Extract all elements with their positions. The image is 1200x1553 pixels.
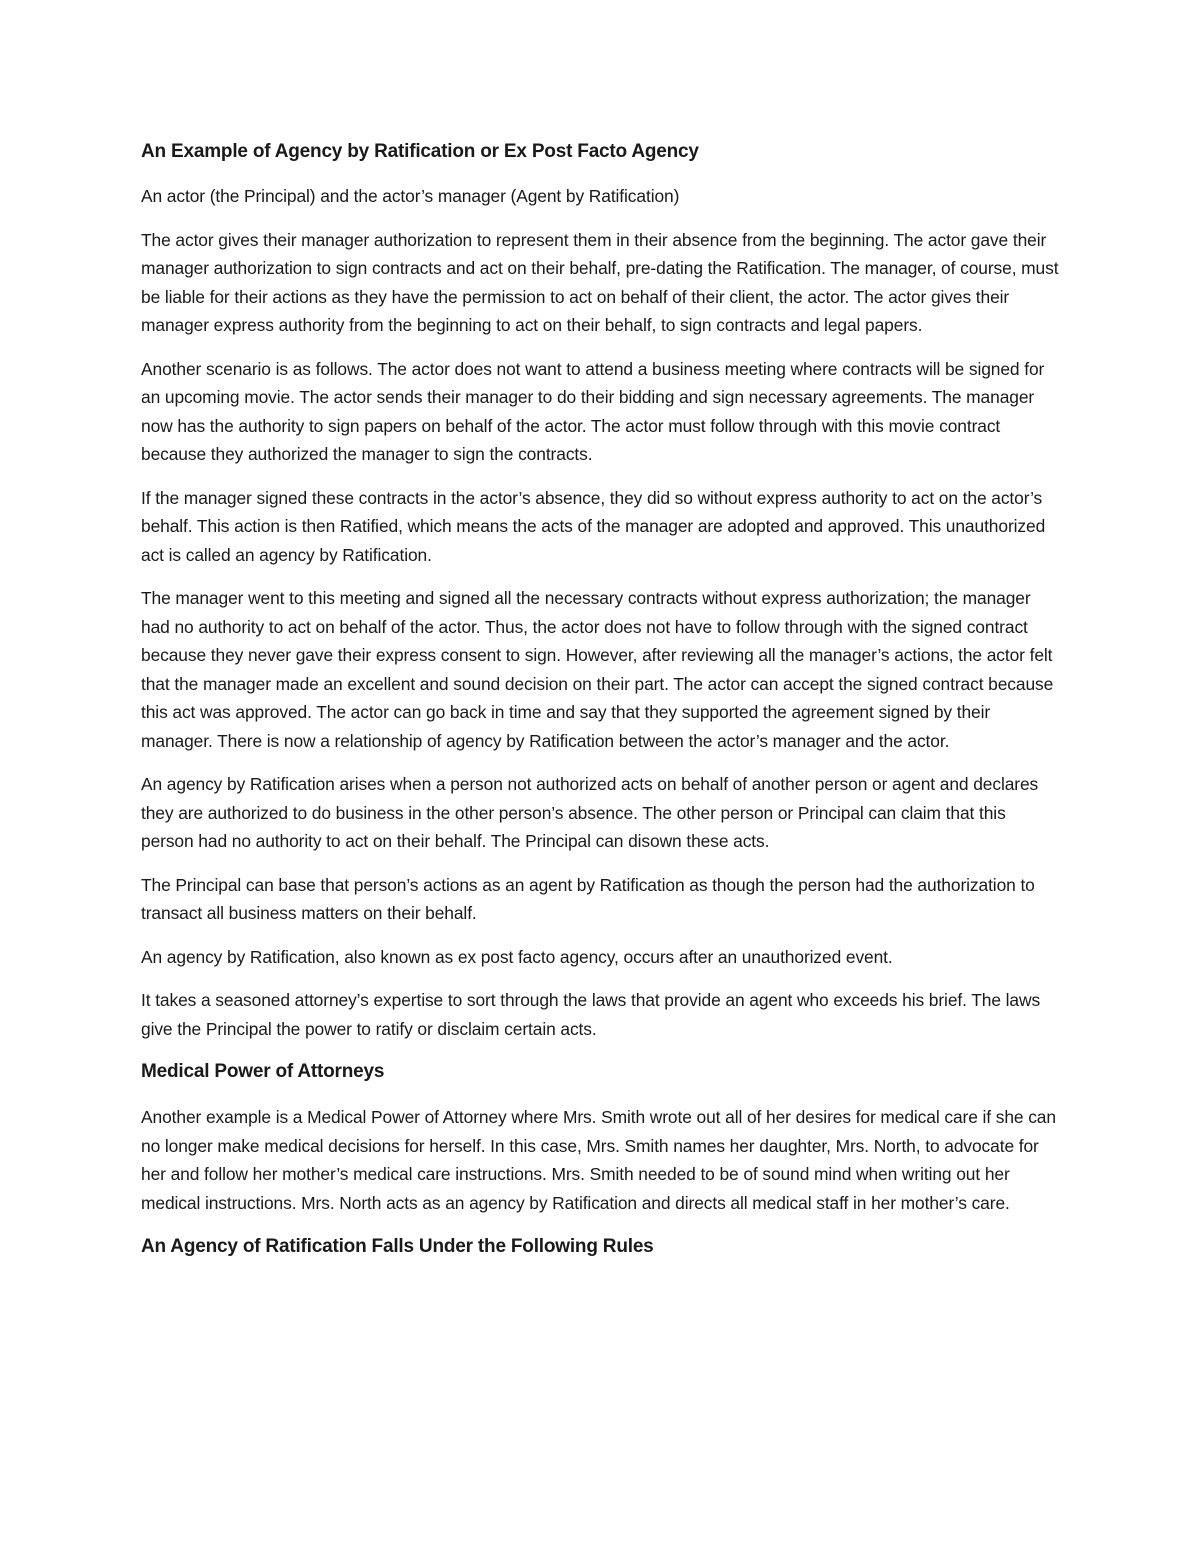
paragraph-parties: An actor (the Principal) and the actor’s manager (Agent by Ratification) [141, 186, 680, 206]
paragraph-ratified: If the manager signed these contracts in the actor’s absence, they did so without express authority to act on the actor’s behalf. This action is then Ratified, which means the acts of the manager are adopted and approved. This unauthorized act is called an agency by Ratification. [141, 487, 1046, 565]
paragraph-ex-post-facto: An agency by Ratification, also known as ex post facto agency, occurs after an unauthorized event. [141, 946, 893, 967]
paragraph-arises: An agency by Ratification arises when a person not authorized acts on behalf of another person or agent and declares they are authorized to do business in the other person’s absence. The other person or Principal can claim that this person had no authority to act on their behalf. The Principal can disown these acts. [141, 774, 1039, 851]
document-page [141, 138, 1061, 1278]
paragraph-medical-power: Another example is a Medical Power of Attorney where Mrs. Smith wrote out all of her desires for medical care if she can no longer make medical decisions for herself. In this case, Mrs. Smith names her daughter, Mrs. North, to advocate for her and follow her mother’s medical care instructions. Mrs. Smith needed to be of sound mind when writing out her medical instructions. Mrs. North acts as an agency by Ratification and directs all medical staff in her mother’s care. [141, 1107, 1056, 1213]
paragraph-principal-base: The Principal can base that person’s actions as an agent by Ratification as though the person had the authorization to transact all business matters on their behalf. [141, 874, 1035, 923]
document-title: An Example of Agency by Ratification or Ex Post Facto Agency [141, 141, 699, 162]
paragraph-express-authority: The actor gives their manager authorization to represent them in their absence from the beginning. The actor gave their manager authorization to sign contracts and act on their behalf, pre-dating the Ratification. The manager, of course, must be liable for their actions as they have the permission to act on behalf of their client, the actor. The actor gives their manager express authority from the beginning to act on their behalf, to sign contracts and legal papers. [141, 229, 1059, 335]
section-heading-medical: Medical Power of Attorneys [141, 1061, 385, 1082]
section-heading-rules: An Agency of Ratification Falls Under the Following Rules [141, 1236, 654, 1257]
paragraph-attorney: It takes a seasoned attorney’s expertise to sort through the laws that provide an agent who exceeds his brief. The laws give the Principal the power to ratify or disclaim certain acts. [141, 990, 1041, 1039]
paragraph-meeting: The manager went to this meeting and signed all the necessary contracts without express authorization; the manager had no authority to act on behalf of the actor. Thus, the actor does not have to follow through with the signed contract because they never gave their express consent to sign. However, after reviewing all the manager’s actions, the actor felt that the manager made an excellent and sound decision on their part. The actor can accept the signed contract because this act was approved. The actor can go back in time and say that they supported the agreement signed by their manager. There is now a relationship of agency by Ratification between the actor’s manager and the actor. [141, 588, 1054, 751]
paragraph-scenario: Another scenario is as follows. The actor does not want to attend a business meeting where contracts will be signed for an upcoming movie. The actor sends their manager to do their bidding and sign necessary agreements. The manager now has the authority to sign papers on behalf of the actor. The actor must follow through with this movie contract because they authorized the manager to sign the contracts. [141, 358, 1045, 464]
